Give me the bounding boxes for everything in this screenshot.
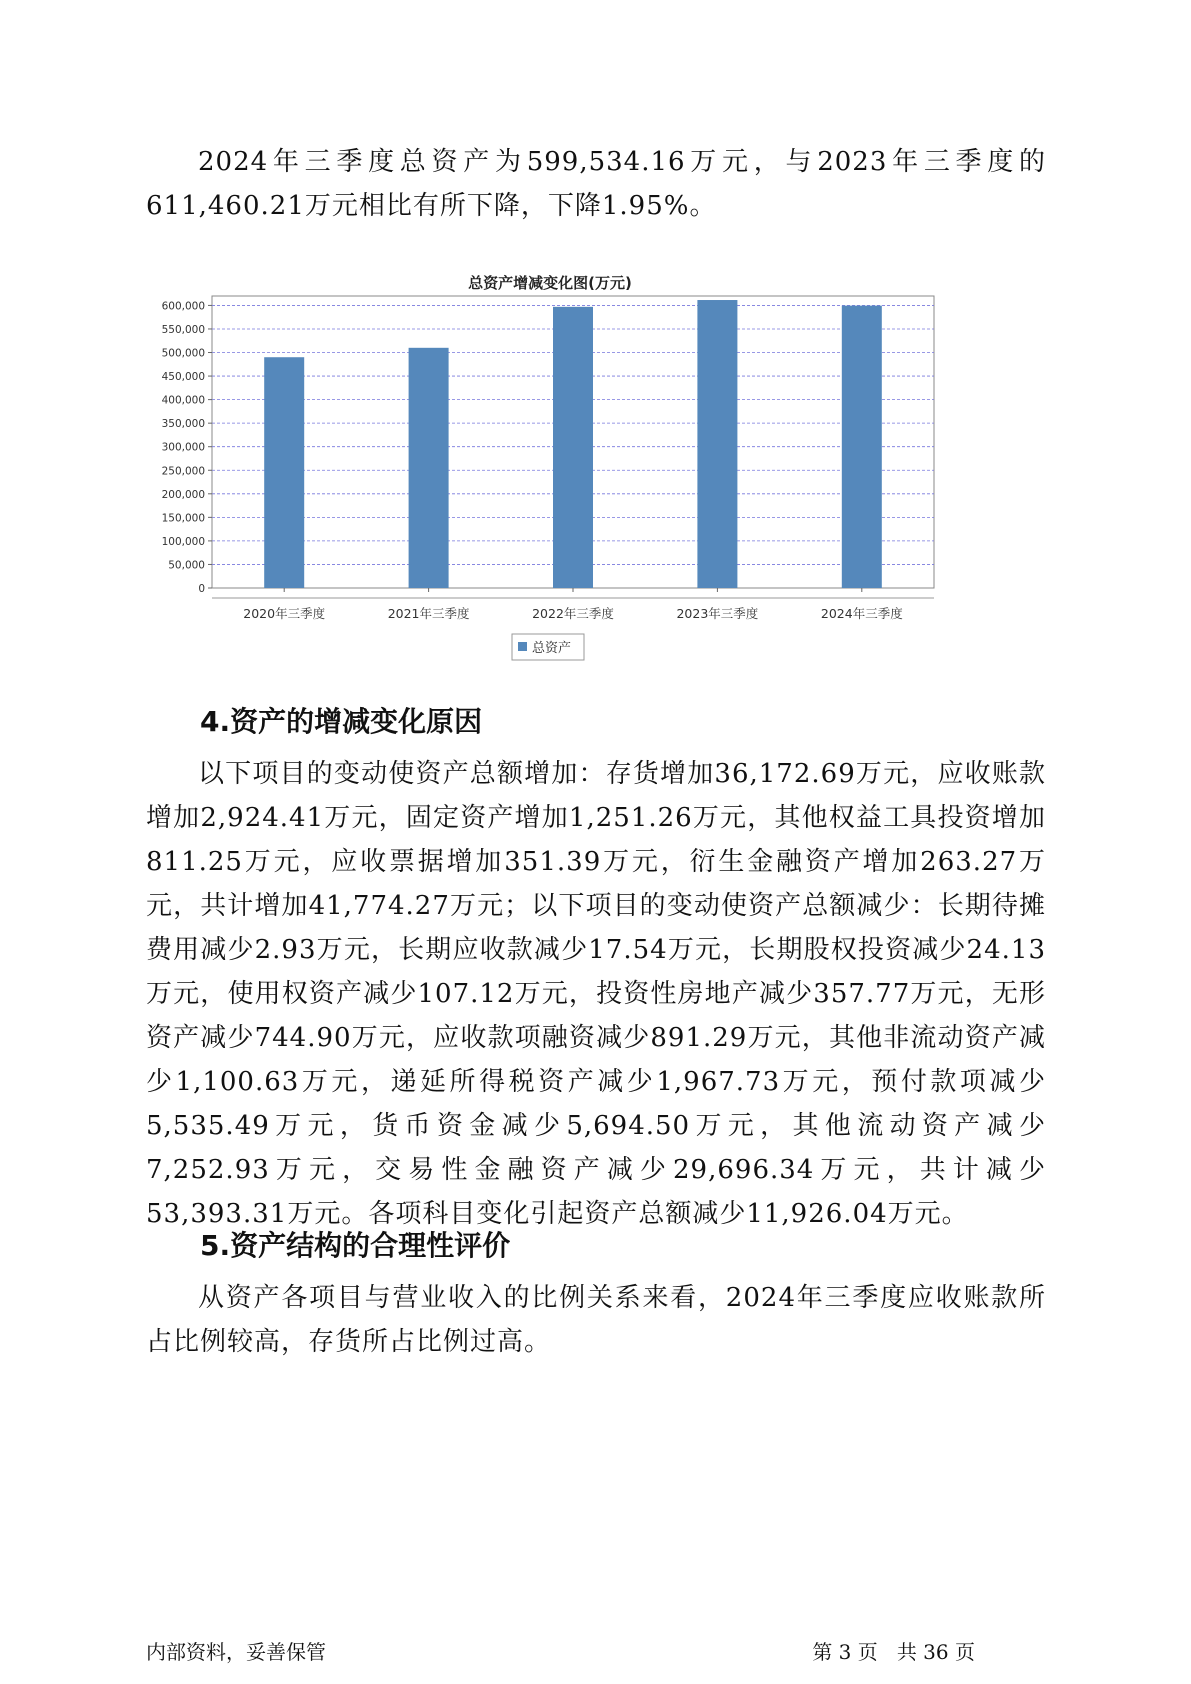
paragraph-structure-evaluation: 从资产各项目与营业收入的比例关系来看，2024年三季度应收账款所占比例较高，存货所占比例过高。 xyxy=(146,1283,1046,1357)
y-tick-label: 300,000 xyxy=(161,441,205,454)
x-tick-label: 2022年三季度 xyxy=(532,606,614,621)
y-tick-label: 500,000 xyxy=(161,347,205,360)
legend-swatch xyxy=(518,642,527,651)
y-tick-label: 50,000 xyxy=(168,559,205,572)
footer-confidential: 内部资料，妥善保管 xyxy=(146,1640,326,1664)
footer-page-number: 第 3 页 共 36 页 xyxy=(812,1640,975,1664)
paragraph-change-details: 以下项目的变动使资产总额增加：存货增加36,172.69万元，应收账款增加2,924.41万元，固定资产增加1,251.26万元，其他权益工具投资增加811.25万元，应收票据增加351.39万元，衍生金融资产增加263.27万元，共计增加41,774.27万元；以下项目的变动使资产总额减少：长期待摊费用减少2.93万元，长期应收款减少17.54万元，长期股权投资减少24.13万元，使用权资产减少107.12万元，投资性房地产减少357.77万元，无形资产减少744.90万元，应收款项融资减少891.29万元，其他非流动资产减少1,100.63万元，递延所得税资产减少1,967.73万元，预付款项减少5,535.49万元，货币资金减少5,694.50万元，其他流动资产减少7,252.93万元，交易性金融资产减少29,696.34万元，共计减少53,393.31万元。各项科目变化引起资产总额减少11,926.04万元。 xyxy=(146,759,1046,1229)
y-tick-label: 0 xyxy=(198,583,205,595)
y-tick-label: 550,000 xyxy=(161,323,205,336)
total-assets-chart xyxy=(140,268,1040,708)
y-tick-label: 450,000 xyxy=(161,371,205,384)
x-tick-label: 2021年三季度 xyxy=(387,606,470,621)
y-tick-label: 100,000 xyxy=(161,535,205,548)
heading-asset-structure-evaluation: 5.资产结构的合理性评价 xyxy=(200,1229,511,1262)
bar xyxy=(264,357,304,588)
y-tick-label: 150,000 xyxy=(161,512,205,525)
y-tick-label: 350,000 xyxy=(161,418,205,431)
x-tick-label: 2024年三季度 xyxy=(820,606,903,621)
y-tick-label: 250,000 xyxy=(161,465,205,478)
legend-label: 总资产 xyxy=(532,641,572,656)
y-tick-label: 400,000 xyxy=(161,394,205,407)
y-tick-label: 600,000 xyxy=(161,300,205,313)
bar xyxy=(842,306,882,588)
x-tick-label: 2023年三季度 xyxy=(676,606,759,621)
chart-title: 总资产增减变化图(万元) xyxy=(468,274,632,292)
x-tick-label: 2020年三季度 xyxy=(243,606,326,621)
bar xyxy=(553,307,593,588)
y-tick-label: 200,000 xyxy=(161,488,205,501)
bar xyxy=(409,348,449,588)
bar-chart-svg xyxy=(140,268,1040,708)
paragraph-total-assets: 2024年三季度总资产为599,534.16万元，与2023年三季度的611,460.21万元相比有所下降，下降1.95%。 xyxy=(146,147,1046,221)
bar xyxy=(697,300,737,588)
heading-asset-change-reasons: 4.资产的增减变化原因 xyxy=(200,705,483,738)
